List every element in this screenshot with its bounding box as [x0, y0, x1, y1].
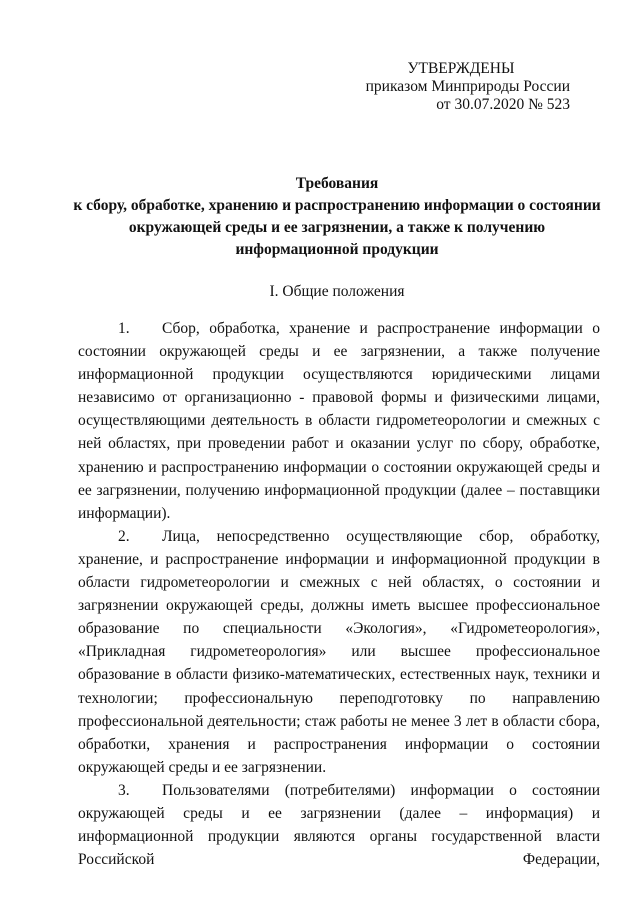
paragraph-text: Пользователями (потребителями) информации о состоянии окружающей среды и ее загрязнении (далее – информация) и информационной продукции являются органы государственной власти Российской Федерации, [78, 781, 600, 869]
title-line-4: информационной продукции [235, 241, 439, 258]
title-line-2: к сбору, обработке, хранению и распространению информации о состоянии [73, 197, 601, 214]
paragraph-2 [78, 525, 600, 779]
paragraph-1 [78, 317, 600, 525]
section-heading: I. Общие положения [269, 283, 405, 300]
approval-order-line: приказом Минприроды России [365, 78, 570, 95]
document-title [72, 173, 602, 261]
paragraph-number: 2. [118, 527, 130, 545]
title-line-3: окружающей среды и ее загрязнении, а также к получению [128, 219, 546, 236]
approval-date-line: от 30.07.2020 № 523 [436, 96, 570, 113]
approval-heading: УТВЕРЖДЕНЫ [407, 60, 515, 77]
approval-stamp [330, 60, 570, 114]
paragraph-3 [78, 779, 600, 871]
paragraph-text: Лица, непосредственно осуществляющие сбор, обработку, хранение, и распространение информации и информационной продукции в области гидрометеорологии и смежных с ней областях, о состоянии и загрязнении окружающей среды, должны иметь высшее профессиональное образование по специальности «Экология», «Гидрометеорология», «Прикладная гидрометеорология» или высшее профессиональное образование в области физико-математических, естественных наук, техники и технологии; профессиональную переподготовку по направлению профессиональной деятельности; стаж работы не менее 3 лет в области сбора, обработки, хранения и распространения информации о состоянии окружающей среды и ее загрязнении. [78, 527, 600, 776]
document-body [78, 317, 600, 871]
paragraph-number: 3. [118, 781, 130, 799]
paragraph-number: 1. [118, 320, 130, 337]
paragraph-text: Сбор, обработка, хранение и распространение информации о состоянии окружающей среды и ее загрязнении, а также получение информационной продукции осуществляются юридическими лицами независимо от организационно - правовой формы и физическими лицами, осуществляющими деятельность в области гидрометеорологии и смежных с ней областях, при проведении работ и оказании услуг по сбору, обработке, хранению и распространению информации о состоянии окружающей среды и ее загрязнении, получению информационной продукции (далее – поставщики информации). [78, 320, 600, 522]
title-line-1: Требования [295, 175, 379, 192]
